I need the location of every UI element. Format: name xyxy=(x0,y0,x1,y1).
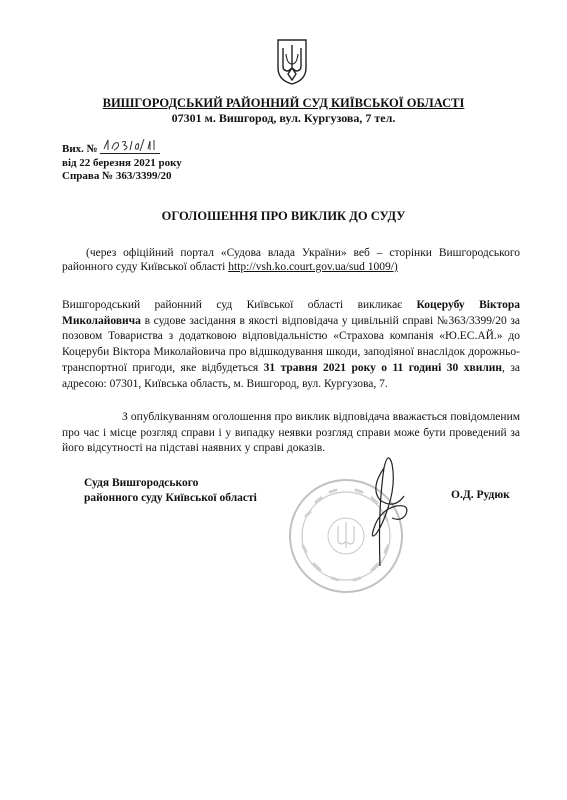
judge-signature-icon xyxy=(340,448,430,568)
outgoing-number-row xyxy=(62,141,182,157)
notice-paragraph xyxy=(62,410,520,457)
date-line: від 22 березня 2021 року xyxy=(62,156,182,169)
case-number: Справа № 363/3399/20 xyxy=(62,170,172,182)
judge-name: О.Д. Рудюк xyxy=(451,489,510,501)
handwritten-number-icon xyxy=(100,137,160,153)
portal-link[interactable]: http://vsh.ko.court.gov.ua/sud 1009/) xyxy=(228,261,398,273)
para1-intro: Вишгородський районний суд Київської області викликає xyxy=(62,299,417,311)
trident-emblem-icon xyxy=(276,38,308,86)
defendant-name: Коцерубу Віктора Миколайовича xyxy=(62,299,520,327)
hearing-datetime: 31 травня 2021 року о 11 годині 30 хвилин xyxy=(263,361,503,374)
court-header xyxy=(40,96,527,126)
court-address: 07301 м. Вишгород, вул. Кургузова, 7 тел. xyxy=(171,111,396,125)
court-name: ВИШГОРОДСЬКИЙ РАЙОННИЙ СУД КИЇВСЬКОЇ ОБЛАСТІ xyxy=(102,96,465,110)
outgoing-label: Вих. № xyxy=(62,143,98,155)
para1-middle: в судове засідання в якості відповідача у цивільній справі №363/3399/20 за позовом Товариства з додатковою відповідальністю «Страхова компанія «Ю.ЕС.АЙ.» до Коцеруби Віктора Миколайовича про відшкодування шкоди, заподіяної внаслідок дорожньо-транспортної пригоди, яке відбудеться xyxy=(62,314,520,374)
portal-note xyxy=(62,246,520,274)
judge-title-line2: районного суду Київської області xyxy=(84,492,257,504)
para2-text: З опублікуванням оголошення про виклик відповідача вважається повідомленим про час і місце розгляд справи і у випадку неявки розгляд справи може бути проведений за його відсутності на підставі наявних у справі доказів. xyxy=(62,411,520,455)
document-title: ОГОЛОШЕННЯ ПРО ВИКЛИК ДО СУДУ xyxy=(161,209,406,223)
document-meta xyxy=(62,141,182,184)
judge-title xyxy=(84,476,257,506)
para1-address: , за адресою: 07301, Київська область, м. Вишгород, вул. Кургузова, 7. xyxy=(62,361,520,390)
outgoing-number-handwritten xyxy=(100,141,160,154)
summons-paragraph xyxy=(62,298,520,392)
judge-title-line1: Судя Вишгородського xyxy=(84,477,199,489)
portal-text: (через офіційний портал «Судова влада України» веб – сторінки Вишгородського районного суду Київської області xyxy=(62,247,520,273)
